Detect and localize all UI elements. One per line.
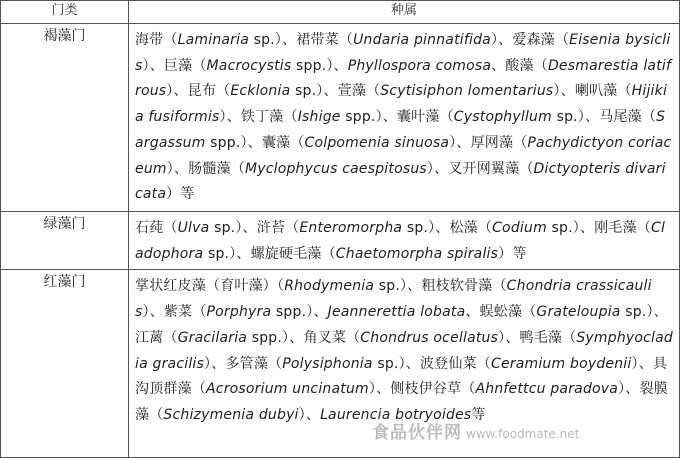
species-scientific-name: Dictyopteris divaricata [135, 160, 666, 203]
genera-cell: 石莼（Ulva sp.）、浒苔（Enteromorpha sp.）、松藻（Codium sp.）、刚毛藻（Cladophora sp.）、螺旋硬毛藻（Chaetomorpha spiralis）等 [129, 212, 680, 270]
species-rank-suffix: spp. [205, 134, 241, 151]
species-common-name: 螺旋硬毛藻 [250, 245, 322, 262]
species-rank-suffix: spp. [340, 109, 376, 126]
species-common-name: 肠髓藻 [188, 160, 231, 177]
species-item: 叉开网翼藻（Dictyopteris divaricata） [135, 160, 666, 203]
species-item: 囊藻（Colpomenia sinuosa） [261, 134, 457, 151]
species-rank-suffix: sp. [551, 109, 578, 126]
species-item: 裂膜藻（Schizymenia dubyi） [135, 381, 668, 423]
species-scientific-name: Porphyra [206, 304, 272, 321]
phylum-cell: 褐藻门 [1, 24, 129, 212]
species-scientific-name: Gracilaria [177, 329, 248, 346]
species-item: 铁丁藻（Ishige spp.） [240, 109, 383, 126]
species-rank-suffix: sp. [620, 304, 647, 321]
species-common-name: 松藻 [449, 220, 478, 236]
species-common-name: 掌状红皮藻（育叶藻） [135, 278, 277, 295]
species-item [328, 304, 466, 320]
list-terminator: 等 [180, 186, 195, 203]
species-common-name: 裙带菜 [296, 32, 339, 48]
species-rank-suffix: sp. [290, 83, 317, 100]
species-item: 蜈蚣藻（Grateloupia sp.） [479, 304, 654, 321]
header-phylum: 门类 [1, 1, 129, 24]
species-item: 具沟顶群藻（Acrosorium uncinatum） [135, 355, 668, 398]
species-scientific-name: Polysiphonia [282, 355, 373, 372]
species-scientific-name: Chaetomorpha spiralis [335, 245, 499, 262]
species-item: 松藻（Codium sp.） [449, 220, 580, 236]
species-common-name: 江蓠 [135, 329, 164, 346]
species-rank-suffix: sp. [249, 32, 275, 48]
species-rank-suffix: sp. [372, 355, 399, 372]
species-item [320, 407, 471, 423]
table-row [1, 212, 680, 270]
species-common-name: 厚网藻 [470, 134, 514, 151]
species-item: 马尾藻（Sargassum spp.） [135, 109, 666, 151]
species-scientific-name: Hijikia fusiformis [135, 83, 668, 126]
species-common-name: 具沟顶群藻 [135, 355, 668, 398]
species-item: 酸藻（Desmarestia latifrous） [135, 57, 672, 100]
species-item: 海带（Laminaria sp.） [135, 32, 283, 48]
species-common-name: 巨藻 [163, 57, 193, 74]
species-common-name: 昆布 [187, 83, 217, 100]
species-common-name: 紫菜 [163, 304, 193, 321]
species-item [348, 58, 491, 74]
species-item: 粗枝软骨藻（Chondria crassicaulis） [135, 278, 652, 321]
species-scientific-name: Colpomenia sinuosa [304, 134, 450, 151]
species-scientific-name: Cladophora [135, 220, 666, 262]
species-scientific-name: Grateloupia [536, 304, 621, 321]
species-common-name: 石莼 [135, 220, 164, 236]
species-scientific-name: Macrocystis [206, 57, 292, 74]
species-item: 江蓠（Gracilaria spp.） [135, 329, 290, 346]
species-scientific-name: Undaria pinnatifida [353, 32, 491, 48]
species-item: 巨藻（Macrocystis spp.） [163, 57, 334, 74]
header-genera: 种属 [129, 1, 680, 24]
species-common-name: 喇叭藻 [574, 83, 618, 100]
species-rank-suffix: sp. [209, 220, 236, 236]
species-common-name: 角叉菜 [303, 329, 347, 346]
watermark-text: 食品伙伴网 [372, 423, 462, 443]
species-scientific-name: Ahnfettcu paradova [475, 381, 619, 398]
species-item: 多管藻（Polysiphonia sp.） [225, 355, 406, 372]
header-row [1, 1, 680, 24]
species-item: 波登仙菜（Ceramium boydenii） [419, 355, 639, 372]
species-rank-suffix: spp. [291, 57, 327, 74]
species-scientific-name: Ishige [297, 109, 341, 126]
phylum-cell: 绿藻门 [1, 212, 129, 270]
species-rank-suffix: sp. [203, 245, 230, 262]
species-scientific-name: Myclophycus caespitosus [244, 160, 427, 177]
species-scientific-name: Laurencia botryoides [320, 406, 472, 423]
species-rank-suffix: spp. [247, 329, 283, 346]
species-scientific-name: Schizymenia dubyi [163, 406, 299, 423]
species-item: 刚毛藻（Cladophora sp.） [135, 220, 666, 262]
species-common-name: 蜈蚣藻 [479, 304, 523, 321]
table-row [1, 270, 680, 458]
species-scientific-name: Jeannerettia lobata [327, 304, 466, 321]
species-scientific-name: Cystophyllum [453, 109, 552, 126]
species-rank-suffix: sp. [374, 278, 401, 295]
species-common-name: 多管藻 [225, 355, 269, 372]
list-terminator: 等 [512, 245, 527, 262]
species-item: 肠髓藻（Myclophycus caespitosus） [188, 160, 435, 177]
species-scientific-name: Eisenia bysiclis [135, 32, 671, 74]
species-item: 厚网藻（Pachydictyon coriaceum） [135, 134, 672, 177]
species-scientific-name: Enteromorpha [299, 220, 403, 236]
species-item: 昆布（Ecklonia sp.） [187, 83, 324, 100]
species-item: 螺旋硬毛藻（Chaetomorpha spiralis） [250, 245, 513, 262]
species-common-name: 波登仙菜 [419, 355, 477, 372]
species-item: 侧枝伊谷草（Ahnfettcu paradova） [390, 381, 626, 398]
species-item: 浒苔（Enteromorpha sp.） [256, 220, 436, 236]
species-scientific-name: Scytisiphon lomentarius [380, 83, 554, 100]
species-scientific-name: Desmarestia latifrous [135, 57, 672, 100]
species-item: 爱森藻（Eisenia bysiclis） [135, 32, 671, 74]
list-terminator: 等 [471, 406, 486, 423]
species-scientific-name: Pachydictyon coriaceum [135, 134, 672, 177]
species-scientific-name: Codium [492, 220, 547, 236]
species-item: 角叉菜（Chondrus ocellatus） [303, 329, 506, 346]
species-common-name: 叉开网翼藻 [448, 160, 520, 177]
species-scientific-name: Acrosorium uncinatum [206, 381, 369, 398]
species-rank-suffix: spp. [271, 304, 307, 321]
species-scientific-name: Ulva [177, 220, 210, 236]
species-item: 喇叭藻（Hijikia fusiformis） [135, 83, 668, 126]
species-scientific-name: Rhodymenia [284, 278, 375, 295]
genera-cell: 掌状红皮藻（育叶藻）（Rhodymenia sp.）、粗枝软骨藻（Chondria crassicaulis）、紫菜（Porphyra spp.）、Jeannerettia lobata、蜈蚣藻（Grateloupia sp.）、江蓠（Gracilaria spp.）、角叉菜（Chondrus ocellatus）、鸭毛藻（Symphyocladia gracilis）、多管藻（Polysiphonia sp.）、波登仙菜（Ceramium boydenii）、具沟顶群藻（Acrosorium uncinatum）、侧枝伊谷草（Ahnfettcu paradova）、裂膜藻（Schizymenia dubyi）、Laurencia botryoides等 [129, 270, 680, 458]
species-item: 萱藻（Scytisiphon lomentarius） [337, 83, 561, 100]
species-common-name: 萱藻 [337, 83, 367, 100]
species-scientific-name: Chondrus ocellatus [360, 329, 499, 346]
species-item: 裙带菜（Undaria pinnatifida） [296, 32, 499, 48]
watermark-url: www.foodmate.net [466, 427, 580, 441]
species-rank-suffix: sp. [402, 220, 429, 236]
species-common-name: 海带 [135, 32, 164, 48]
species-common-name: 裂膜藻 [135, 381, 668, 423]
species-scientific-name: Laminaria [177, 32, 249, 48]
species-scientific-name: Sargassum [135, 109, 666, 151]
species-common-name: 浒苔 [256, 220, 286, 236]
species-item: 石莼（Ulva sp.） [135, 220, 243, 236]
species-scientific-name: Symphyocladia gracilis [135, 329, 674, 372]
species-common-name: 刚毛藻 [594, 220, 637, 236]
table-row [1, 24, 680, 212]
species-scientific-name: Ecklonia [230, 83, 291, 100]
species-item: 鸭毛藻（Symphyocladia gracilis） [135, 329, 674, 372]
species-scientific-name: Phyllospora comosa [347, 57, 492, 74]
species-common-name: 囊叶藻 [396, 109, 440, 126]
species-common-name: 鸭毛藻 [519, 329, 563, 346]
phylum-cell: 红藻门 [1, 270, 129, 458]
species-common-name: 粗枝软骨藻 [421, 278, 493, 295]
species-item: 囊叶藻（Cystophyllum sp.） [396, 109, 586, 126]
species-common-name: 囊藻 [261, 134, 291, 151]
species-common-name: 酸藻 [505, 57, 534, 74]
species-scientific-name: Chondria crassicaulis [135, 278, 652, 321]
species-scientific-name: Ceramium boydenii [490, 355, 632, 372]
species-rank-suffix: sp. [546, 220, 573, 236]
genera-cell: 海带（Laminaria sp.）、裙带菜（Undaria pinnatifida）、爱森藻（Eisenia bysiclis）、巨藻（Macrocystis spp.）、Phyllospora comosa、酸藻（Desmarestia latifrous）、昆布（Ecklonia sp.）、萱藻（Scytisiphon lomentarius）、喇叭藻（Hijikia fusiformis）、铁丁藻（Ishige spp.）、囊叶藻（Cystophyllum sp.）、马尾藻（Sargassum spp.）、囊藻（Colpomenia sinuosa）、厚网藻（Pachydictyon coriaceum）、肠髓藻（Myclophycus caespitosus）、叉开网翼藻（Dictyopteris divaricata）等 [129, 24, 680, 212]
species-common-name: 爱森藻 [512, 32, 555, 48]
species-common-name: 马尾藻 [599, 109, 642, 126]
species-common-name: 铁丁藻 [240, 109, 284, 126]
species-common-name: 侧枝伊谷草 [390, 381, 462, 398]
species-item: 紫菜（Porphyra spp.） [163, 304, 314, 321]
species-item: 掌状红皮藻（育叶藻）（Rhodymenia sp.） [135, 278, 408, 295]
